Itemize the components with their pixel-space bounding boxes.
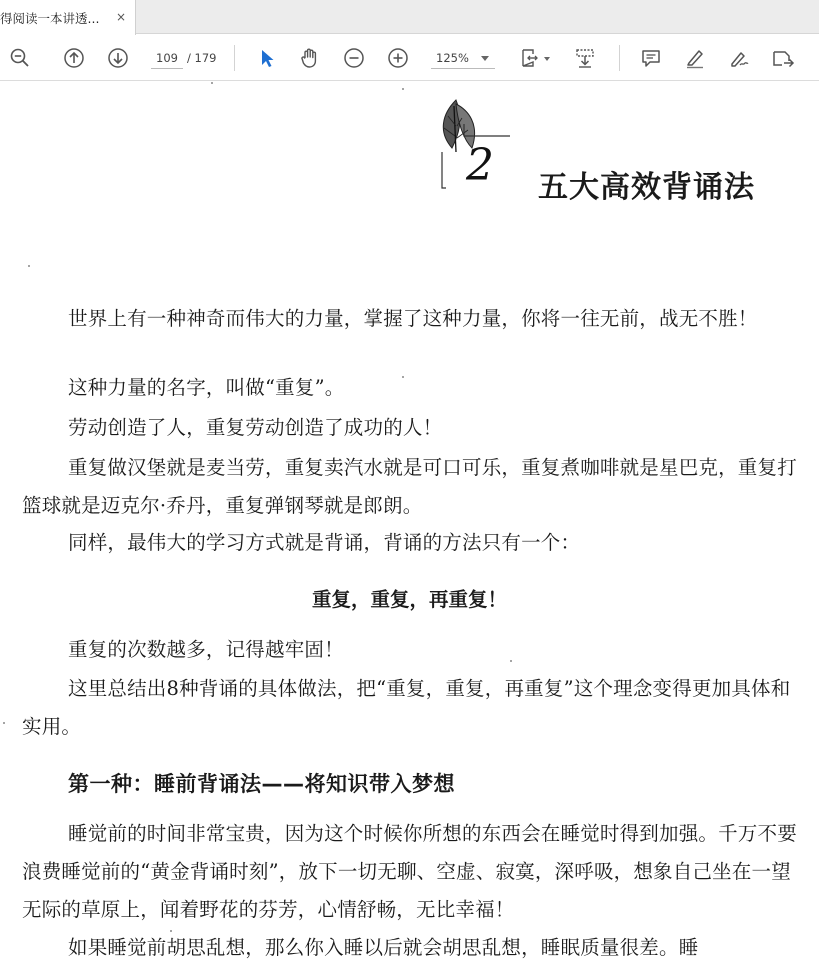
zoom-out-icon[interactable] [8, 46, 32, 70]
page-total: / 179 [187, 51, 217, 65]
chevron-down-icon [481, 56, 489, 61]
tab-title: 得阅读一本讲透... [0, 10, 100, 26]
chevron-down-icon[interactable] [544, 57, 550, 61]
select-cursor-icon[interactable] [255, 46, 279, 70]
tab-bar [0, 0, 819, 34]
scroll-mode-icon[interactable] [573, 46, 597, 70]
chapter-number: 2 [466, 140, 494, 191]
page-down-icon[interactable] [106, 46, 130, 70]
hand-tool-icon[interactable] [298, 46, 322, 70]
toolbar [0, 35, 819, 81]
scan-speck [3, 722, 5, 724]
paragraph: 世界上有一种神奇而伟大的力量，掌握了这种力量，你将一往无前，战无不胜！ [68, 307, 758, 330]
paragraph: 劳动创造了人，重复劳动创造了成功的人！ [68, 416, 443, 439]
zoom-select[interactable] [431, 47, 495, 69]
fit-page-icon[interactable] [518, 46, 542, 70]
zoom-value: 125% [436, 51, 469, 65]
paragraph: 这种力量的名字，叫做“重复”。 [68, 376, 345, 399]
scan-speck [402, 88, 404, 90]
section-heading: 第一种：睡前背诵法——将知识带入梦想 [68, 772, 455, 796]
paragraph: 这里总结出8种背诵的具体做法，把“重复，重复，再重复”这个理念变得更加具体和实用。 [22, 677, 791, 738]
paragraph: 睡觉前的时间非常宝贵，因为这个时候你所想的东西会在睡觉时得到加强。千万不要浪费睡觉前的“黄金背诵时刻”，放下一切无聊、空虚、寂寞，深呼吸，想象自己坐在一望无际的草原上，闻着野花的芬芳，心情舒畅，无比幸福！ [22, 822, 797, 921]
toolbar-divider [619, 45, 620, 71]
highlight-icon[interactable] [683, 46, 707, 70]
page-number-input[interactable]: 109 [151, 47, 183, 69]
close-icon[interactable]: × [115, 10, 127, 24]
paragraph: 重复做汉堡就是麦当劳，重复卖汽水就是可口可乐，重复煮咖啡就是星巴克，重复打篮球就是迈克尔·乔丹，重复弹钢琴就是郎朗。 [22, 456, 797, 517]
zoom-plus-icon[interactable] [386, 46, 410, 70]
share-edit-icon[interactable] [771, 46, 795, 70]
paragraph: 同样，最伟大的学习方式就是背诵，背诵的方法只有一个： [68, 531, 581, 554]
zoom-minus-icon[interactable] [342, 46, 366, 70]
chapter-title: 五大高效背诵法 [538, 170, 755, 205]
toolbar-divider [234, 45, 235, 71]
emphasis-line: 重复，重复，再重复！ [311, 588, 507, 611]
document-tab[interactable] [0, 0, 136, 35]
scan-speck [211, 82, 213, 84]
sign-icon[interactable] [727, 46, 751, 70]
paragraph: 重复的次数越多，记得越牢固！ [68, 638, 344, 661]
scan-speck [28, 265, 30, 267]
page-up-icon[interactable] [62, 46, 86, 70]
comment-icon[interactable] [639, 46, 663, 70]
paragraph: 如果睡觉前胡思乱想，那么你入睡以后就会胡思乱想，睡眠质量很差。睡 [68, 936, 699, 959]
